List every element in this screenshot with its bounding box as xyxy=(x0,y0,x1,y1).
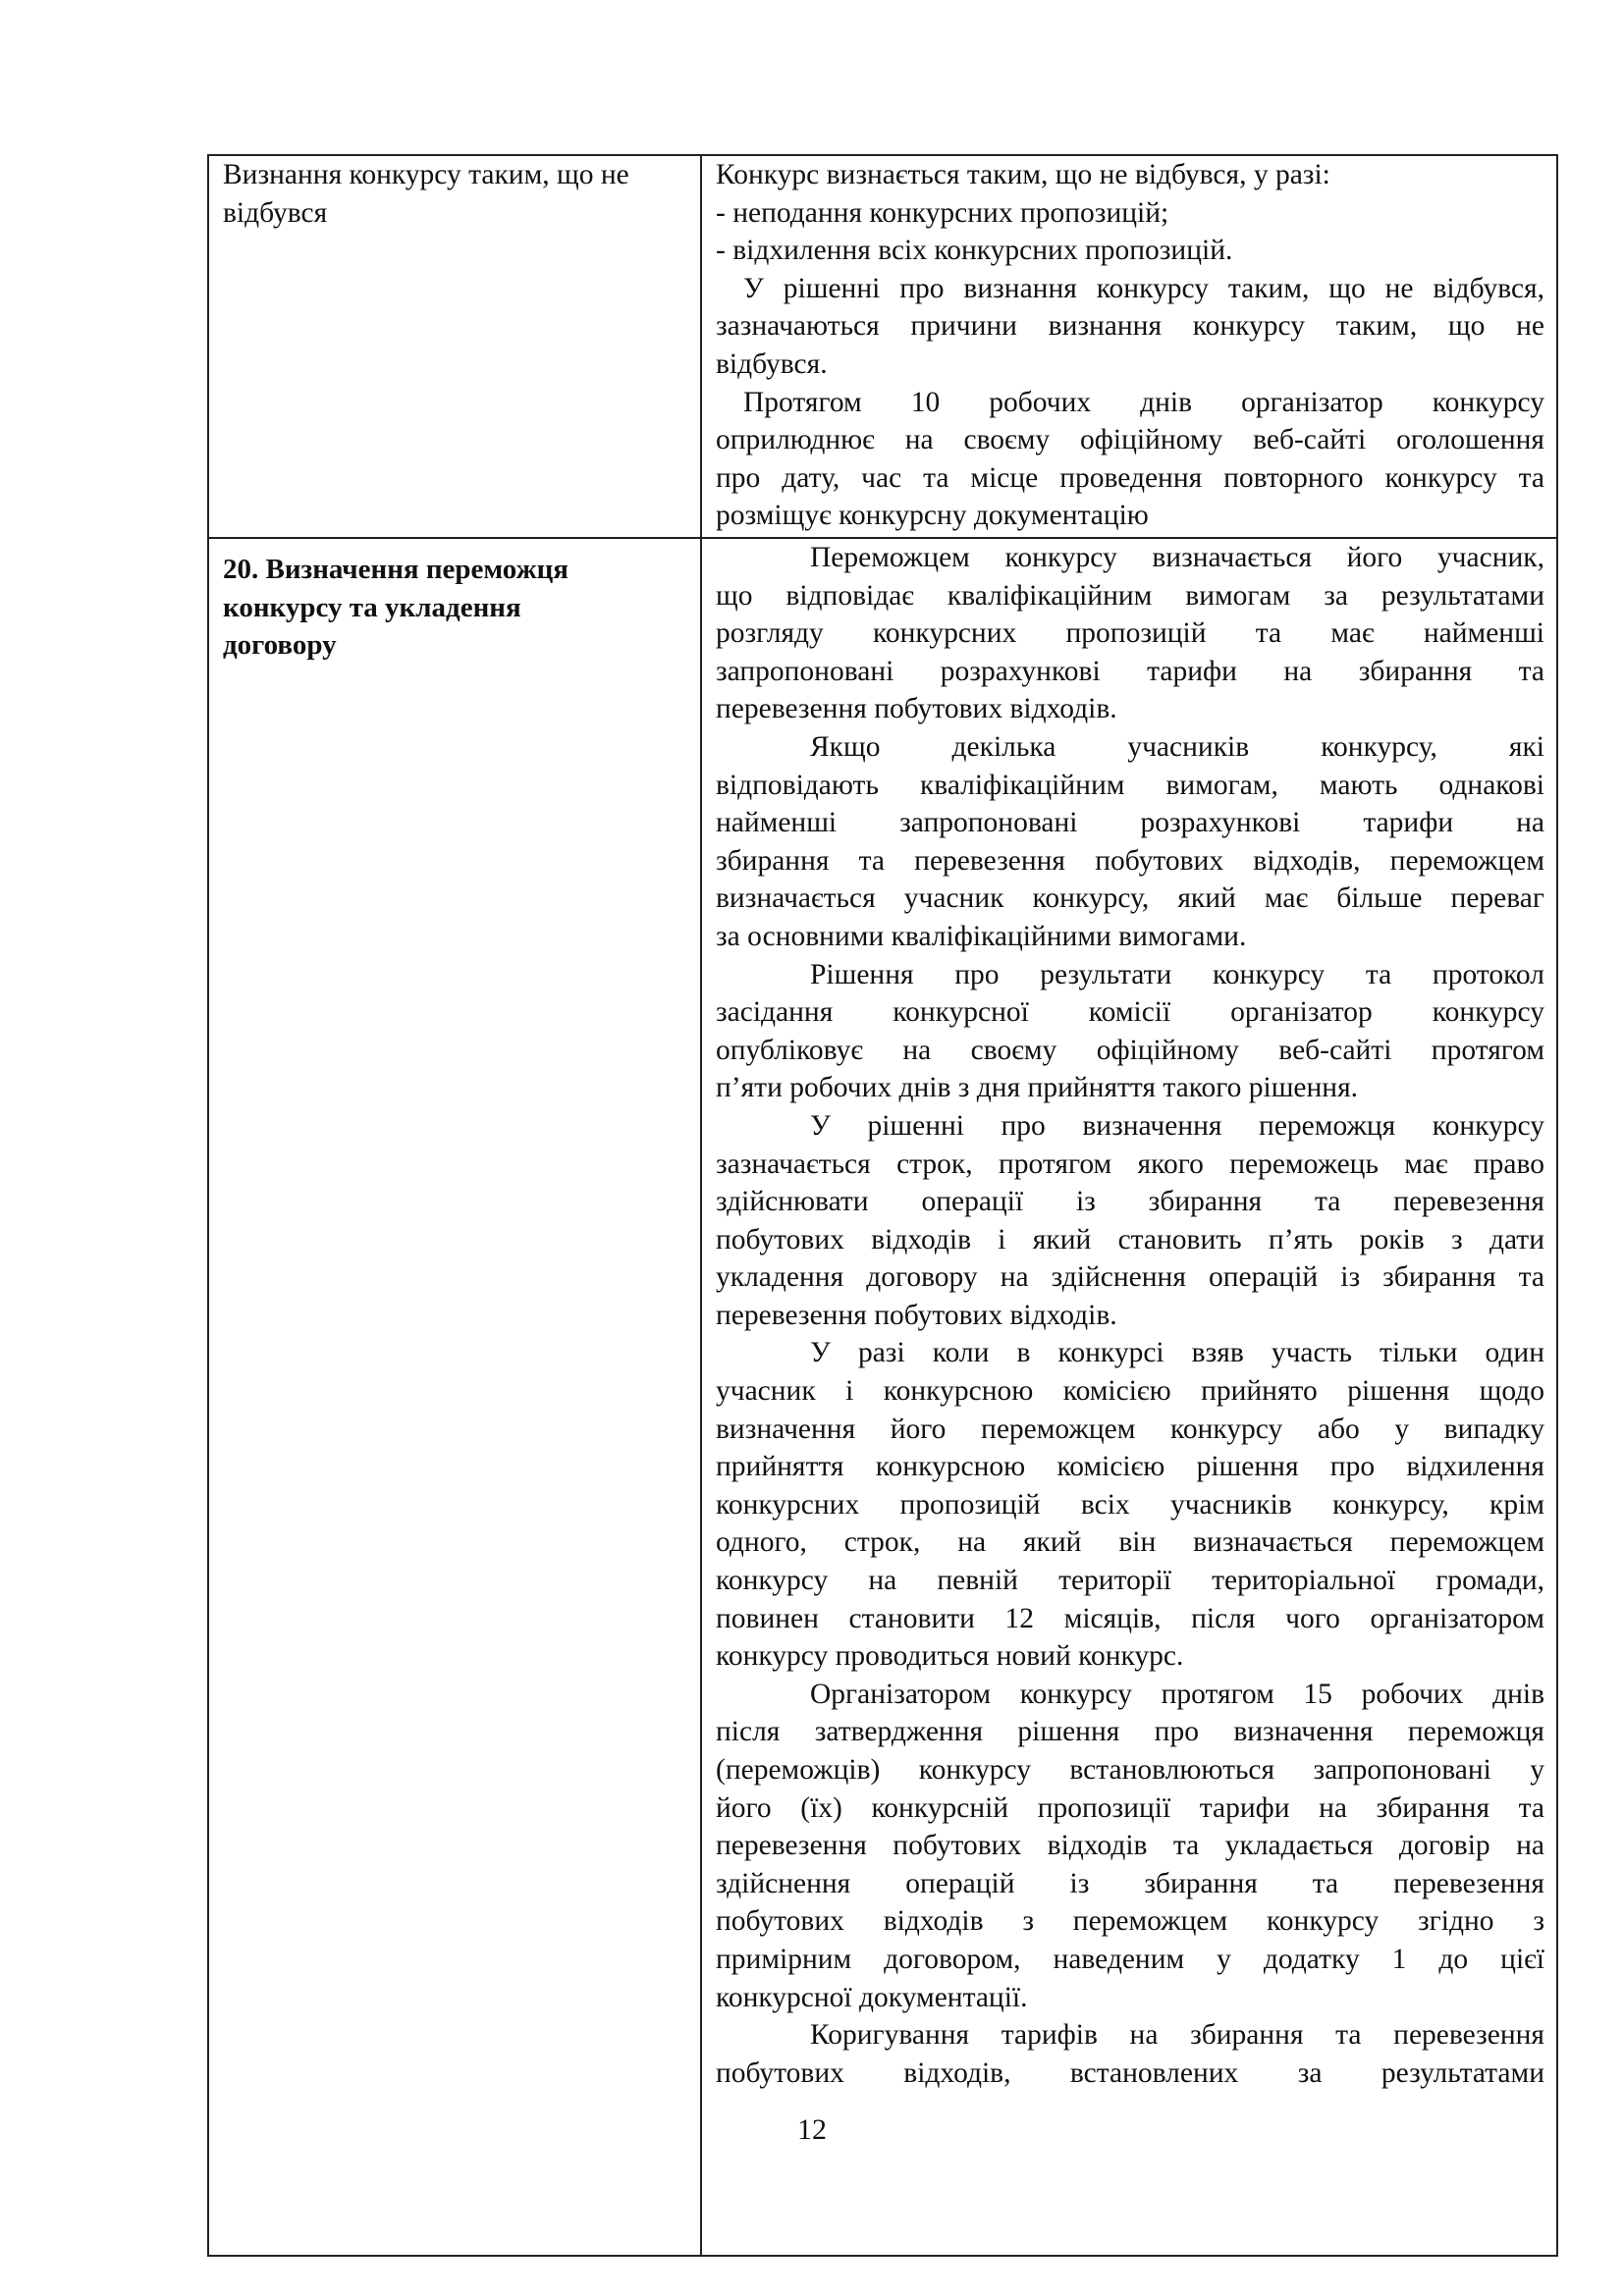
content-line: засідання конкурсної комісії організатор конкурсу xyxy=(716,996,1544,1029)
content-line: Організатором конкурсу протягом 15 робочих днів xyxy=(810,1678,1544,1710)
section-heading-cell xyxy=(208,538,701,2256)
content-line: Якщо декілька учасників конкурсу, які xyxy=(810,730,1544,763)
content-line: учасник і конкурсною комісією прийнято рішення щодо xyxy=(716,1375,1544,1408)
content-line: найменші запропоновані розрахункові тарифи на xyxy=(716,807,1544,839)
content-line: за основними кваліфікаційними вимогами. xyxy=(716,920,1247,952)
content-line: збирання та перевезення побутових відходів, переможцем xyxy=(716,844,1544,877)
content-line: після затвердження рішення про визначення переможця xyxy=(716,1716,1544,1748)
content-line: Конкурс визнається таким, що не відбувся, у разі: xyxy=(716,159,1330,190)
content-line: конкурсу проводиться новий конкурс. xyxy=(716,1640,1184,1673)
section-heading-line: договору xyxy=(223,629,337,662)
content-line: У рішенні про визначення переможця конкурсу xyxy=(810,1109,1544,1142)
content-line: відповідають кваліфікаційним вимогам, мають однакові xyxy=(716,769,1544,801)
content-line: побутових відходів з переможцем конкурсу згідно з xyxy=(716,1905,1544,1938)
page-number: 12 xyxy=(797,2113,827,2146)
content-line: конкурсних пропозицій всіх учасників конкурсу, крім xyxy=(716,1488,1544,1521)
content-line: здійснення операцій із збирання та перевезення xyxy=(716,1867,1544,1899)
table-row-winner xyxy=(208,538,1557,2256)
row-heading-line: Визнання конкурсу таким, що не xyxy=(223,159,629,190)
tender-document-table xyxy=(207,154,1558,2257)
row-heading-line: відбувся xyxy=(223,196,328,229)
content-line: перевезення побутових відходів. xyxy=(716,693,1117,725)
row-heading-cell xyxy=(208,155,701,538)
section-content-cell xyxy=(701,538,1557,2256)
section-heading-line: конкурсу та укладення xyxy=(223,591,521,623)
content-line: У разі коли в конкурсі взяв участь тільки один xyxy=(810,1337,1544,1369)
content-line: конкурсу на певній території територіальної громади, xyxy=(716,1565,1544,1597)
content-line: - відхилення всіх конкурсних пропозицій. xyxy=(716,235,1233,267)
content-line: прийняття конкурсною комісією рішення про відхилення xyxy=(716,1451,1544,1483)
content-line: про дату, час та місце проведення повторного конкурсу та xyxy=(716,461,1544,494)
content-line: відбувся. xyxy=(716,347,828,380)
content-line: опубліковує на своєму офіційному веб-сайті протягом xyxy=(716,1034,1544,1066)
content-line: побутових відходів, встановлених за результатами xyxy=(716,2056,1544,2089)
content-line: Рішення про результати конкурсу та протокол xyxy=(810,958,1544,990)
content-line: п’яти робочих днів з дня прийняття такого рішення. xyxy=(716,1072,1359,1104)
table-row-not-held xyxy=(208,155,1557,538)
content-line: що відповідає кваліфікаційним вимогам за результатами xyxy=(716,579,1544,612)
content-line: його (їх) конкурсній пропозиції тарифи на збирання та xyxy=(716,1791,1544,1824)
content-line: запропоновані розрахункові тарифи на збирання та xyxy=(716,655,1544,687)
content-line: перевезення побутових відходів та укладається договір на xyxy=(716,1830,1544,1862)
content-line: Коригування тарифів на збирання та перевезення xyxy=(810,2019,1544,2052)
content-line: - неподання конкурсних пропозицій; xyxy=(716,196,1169,229)
content-line: розміщує конкурсну документацію xyxy=(716,500,1149,532)
content-line: зазначаються причини визнання конкурсу таким, що не xyxy=(716,310,1544,343)
content-line: оприлюднює на своєму офіційному веб-сайті оголошення xyxy=(716,424,1544,456)
content-line: перевезення побутових відходів. xyxy=(716,1299,1117,1331)
content-line: (переможців) конкурсу встановлюються запропоновані у xyxy=(716,1754,1544,1786)
content-line: визначається учасник конкурсу, який має більше переваг xyxy=(716,882,1544,915)
content-line: здійснювати операції із збирання та перевезення xyxy=(716,1186,1544,1218)
content-line: конкурсної документації. xyxy=(716,1981,1028,2013)
content-line: побутових відходів і який становить п’ять років з дати xyxy=(716,1223,1544,1255)
row-content-cell xyxy=(701,155,1557,538)
content-line: повинен становити 12 місяців, після чого організатором xyxy=(716,1602,1544,1634)
content-line: зазначається строк, протягом якого переможець має право xyxy=(716,1148,1544,1180)
content-line: Переможцем конкурсу визначається його учасник, xyxy=(810,542,1544,573)
content-line: Протягом 10 робочих днів організатор конкурсу xyxy=(743,386,1544,418)
content-line: розгляду конкурсних пропозицій та має найменші xyxy=(716,617,1544,650)
section-heading-line: 20. Визначення переможця xyxy=(223,554,568,585)
content-line: примірним договором, наведеним у додатку 1 до цієї xyxy=(716,1943,1544,1975)
content-line: визначення його переможцем конкурсу або у випадку xyxy=(716,1413,1544,1445)
content-line: укладення договору на здійснення операцій із збирання та xyxy=(716,1261,1544,1294)
content-line: одного, строк, на який він визначається переможцем xyxy=(716,1526,1544,1559)
content-line: У рішенні про визнання конкурсу таким, що не відбувся, xyxy=(743,272,1544,304)
